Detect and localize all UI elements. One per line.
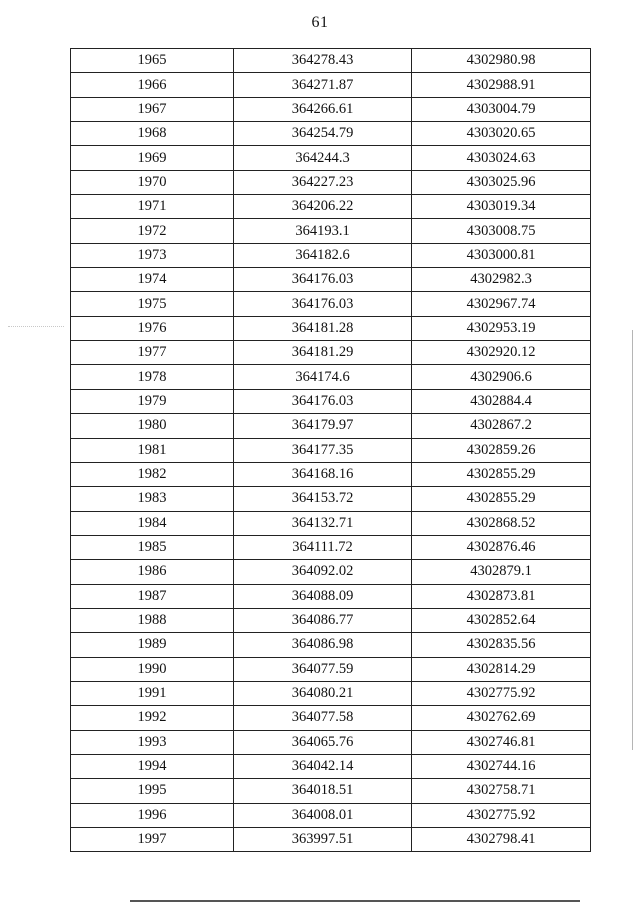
x-coordinate-cell: 364278.43 [234, 49, 412, 73]
table-row [71, 243, 591, 267]
table-row [71, 633, 591, 657]
y-coordinate-cell: 4302884.4 [412, 389, 591, 413]
y-coordinate-cell: 4303025.96 [412, 170, 591, 194]
table-row [71, 438, 591, 462]
point-number-cell: 1981 [71, 438, 234, 462]
table-row [71, 316, 591, 340]
point-number-cell: 1987 [71, 584, 234, 608]
x-coordinate-cell: 364254.79 [234, 122, 412, 146]
x-coordinate-cell: 364271.87 [234, 73, 412, 97]
x-coordinate-cell: 364080.21 [234, 681, 412, 705]
y-coordinate-cell: 4302852.64 [412, 608, 591, 632]
x-coordinate-cell: 364181.28 [234, 316, 412, 340]
y-coordinate-cell: 4302775.92 [412, 803, 591, 827]
point-number-cell: 1994 [71, 754, 234, 778]
y-coordinate-cell: 4302835.56 [412, 633, 591, 657]
y-coordinate-cell: 4302980.98 [412, 49, 591, 73]
y-coordinate-cell: 4303004.79 [412, 97, 591, 121]
table-row [71, 803, 591, 827]
y-coordinate-cell: 4302867.2 [412, 414, 591, 438]
x-coordinate-cell: 364065.76 [234, 730, 412, 754]
x-coordinate-cell: 364008.01 [234, 803, 412, 827]
x-coordinate-cell: 364168.16 [234, 462, 412, 486]
y-coordinate-cell: 4302920.12 [412, 341, 591, 365]
x-coordinate-cell: 364077.58 [234, 706, 412, 730]
y-coordinate-cell: 4303024.63 [412, 146, 591, 170]
x-coordinate-cell: 364077.59 [234, 657, 412, 681]
table-row [71, 73, 591, 97]
point-number-cell: 1984 [71, 511, 234, 535]
y-coordinate-cell: 4302906.6 [412, 365, 591, 389]
point-number-cell: 1970 [71, 170, 234, 194]
point-number-cell: 1971 [71, 195, 234, 219]
table-row [71, 122, 591, 146]
scan-artifact-edge [632, 330, 633, 750]
point-number-cell: 1982 [71, 462, 234, 486]
x-coordinate-cell: 364206.22 [234, 195, 412, 219]
table-row [71, 608, 591, 632]
y-coordinate-cell: 4302988.91 [412, 73, 591, 97]
x-coordinate-cell: 364176.03 [234, 292, 412, 316]
x-coordinate-cell: 364177.35 [234, 438, 412, 462]
point-number-cell: 1975 [71, 292, 234, 316]
table-row [71, 462, 591, 486]
point-number-cell: 1968 [71, 122, 234, 146]
y-coordinate-cell: 4303000.81 [412, 243, 591, 267]
table-row [71, 584, 591, 608]
point-number-cell: 1983 [71, 487, 234, 511]
point-number-cell: 1969 [71, 146, 234, 170]
point-number-cell: 1989 [71, 633, 234, 657]
table-row [71, 487, 591, 511]
x-coordinate-cell: 364111.72 [234, 535, 412, 559]
table-row [71, 49, 591, 73]
x-coordinate-cell: 364086.77 [234, 608, 412, 632]
scan-artifact-bottom-edge [130, 900, 580, 902]
x-coordinate-cell: 364132.71 [234, 511, 412, 535]
point-number-cell: 1965 [71, 49, 234, 73]
table-row [71, 779, 591, 803]
table-row [71, 681, 591, 705]
scan-artifact-mark [8, 326, 64, 328]
y-coordinate-cell: 4302798.41 [412, 828, 591, 852]
table-row [71, 365, 591, 389]
table-row [71, 754, 591, 778]
table-row [71, 97, 591, 121]
page-number: 61 [311, 14, 329, 31]
point-number-cell: 1997 [71, 828, 234, 852]
x-coordinate-cell: 364176.03 [234, 389, 412, 413]
y-coordinate-cell: 4302967.74 [412, 292, 591, 316]
x-coordinate-cell: 364182.6 [234, 243, 412, 267]
table-row [71, 828, 591, 852]
x-coordinate-cell: 364174.6 [234, 365, 412, 389]
x-coordinate-cell: 364176.03 [234, 268, 412, 292]
x-coordinate-cell: 364227.23 [234, 170, 412, 194]
table-row [71, 170, 591, 194]
x-coordinate-cell: 364153.72 [234, 487, 412, 511]
y-coordinate-cell: 4302982.3 [412, 268, 591, 292]
x-coordinate-cell: 364092.02 [234, 560, 412, 584]
y-coordinate-cell: 4302814.29 [412, 657, 591, 681]
y-coordinate-cell: 4302873.81 [412, 584, 591, 608]
point-number-cell: 1991 [71, 681, 234, 705]
x-coordinate-cell: 364088.09 [234, 584, 412, 608]
point-number-cell: 1990 [71, 657, 234, 681]
point-number-cell: 1995 [71, 779, 234, 803]
x-coordinate-cell: 364266.61 [234, 97, 412, 121]
point-number-cell: 1992 [71, 706, 234, 730]
table-row [71, 219, 591, 243]
point-number-cell: 1996 [71, 803, 234, 827]
point-number-cell: 1976 [71, 316, 234, 340]
point-number-cell: 1966 [71, 73, 234, 97]
coordinates-table [70, 48, 591, 852]
table-row [71, 341, 591, 365]
table-row [71, 706, 591, 730]
table-row [71, 535, 591, 559]
table-row [71, 389, 591, 413]
point-number-cell: 1985 [71, 535, 234, 559]
table-row [71, 146, 591, 170]
x-coordinate-cell: 364181.29 [234, 341, 412, 365]
y-coordinate-cell: 4303020.65 [412, 122, 591, 146]
table-row [71, 730, 591, 754]
point-number-cell: 1993 [71, 730, 234, 754]
y-coordinate-cell: 4302744.16 [412, 754, 591, 778]
y-coordinate-cell: 4303019.34 [412, 195, 591, 219]
point-number-cell: 1979 [71, 389, 234, 413]
y-coordinate-cell: 4302879.1 [412, 560, 591, 584]
point-number-cell: 1980 [71, 414, 234, 438]
x-coordinate-cell: 364086.98 [234, 633, 412, 657]
y-coordinate-cell: 4302855.29 [412, 462, 591, 486]
point-number-cell: 1973 [71, 243, 234, 267]
table-row [71, 292, 591, 316]
point-number-cell: 1978 [71, 365, 234, 389]
y-coordinate-cell: 4302746.81 [412, 730, 591, 754]
x-coordinate-cell: 364179.97 [234, 414, 412, 438]
table-row [71, 268, 591, 292]
coordinates-table-body [71, 49, 591, 852]
x-coordinate-cell: 364042.14 [234, 754, 412, 778]
point-number-cell: 1974 [71, 268, 234, 292]
x-coordinate-cell: 364193.1 [234, 219, 412, 243]
table-row [71, 511, 591, 535]
y-coordinate-cell: 4302953.19 [412, 316, 591, 340]
x-coordinate-cell: 364018.51 [234, 779, 412, 803]
y-coordinate-cell: 4302859.26 [412, 438, 591, 462]
y-coordinate-cell: 4302855.29 [412, 487, 591, 511]
table-row [71, 560, 591, 584]
point-number-cell: 1977 [71, 341, 234, 365]
x-coordinate-cell: 364244.3 [234, 146, 412, 170]
y-coordinate-cell: 4302868.52 [412, 511, 591, 535]
table-row [71, 414, 591, 438]
point-number-cell: 1986 [71, 560, 234, 584]
y-coordinate-cell: 4302758.71 [412, 779, 591, 803]
point-number-cell: 1988 [71, 608, 234, 632]
y-coordinate-cell: 4302775.92 [412, 681, 591, 705]
x-coordinate-cell: 363997.51 [234, 828, 412, 852]
table-row [71, 195, 591, 219]
y-coordinate-cell: 4302876.46 [412, 535, 591, 559]
point-number-cell: 1967 [71, 97, 234, 121]
y-coordinate-cell: 4303008.75 [412, 219, 591, 243]
table-row [71, 657, 591, 681]
y-coordinate-cell: 4302762.69 [412, 706, 591, 730]
point-number-cell: 1972 [71, 219, 234, 243]
